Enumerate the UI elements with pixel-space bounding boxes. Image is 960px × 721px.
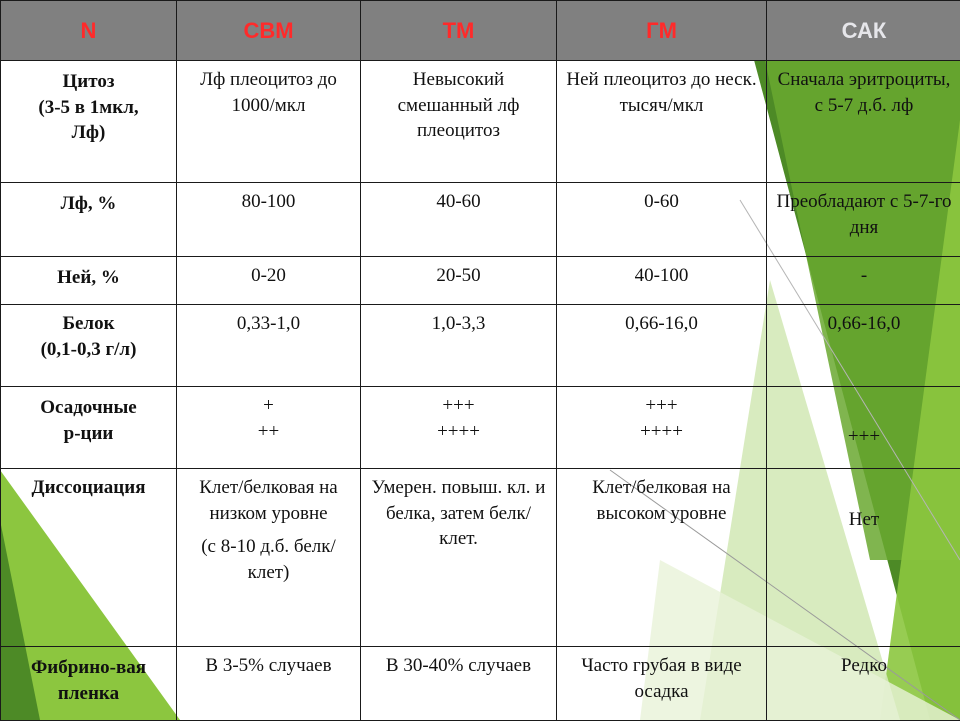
table-row-sediment (1, 387, 960, 469)
table-cell: 80-100 (177, 183, 361, 257)
row-label-lymph: Лф, % (1, 183, 177, 257)
table-cell: 0,66-16,0 (767, 305, 960, 387)
table-cell: +++ (767, 387, 960, 469)
table-cell: +++ ++++ (361, 387, 557, 469)
table-cell: В 30-40% случаев (361, 647, 557, 721)
table-cell: Преобладают с 5-7-го дня (767, 183, 960, 257)
table-cell: Невысокий смешанный лф плеоцитоз (361, 61, 557, 183)
row-label-neut: Ней, % (1, 257, 177, 305)
table-cell: Клет/белковая на высоком уровне (557, 469, 767, 647)
table-cell: Ней плеоцитоз до неск. тысяч/мкл (557, 61, 767, 183)
table-cell: + ++ (177, 387, 361, 469)
table-cell: 0-20 (177, 257, 361, 305)
table-cell: Умерен. повыш. кл. и белка, затем белк/клет. (361, 469, 557, 647)
row-label-protein: Белок (0,1-0,3 г/л) (1, 305, 177, 387)
row-label-dissociation: Диссоциация (1, 469, 177, 647)
header-gm: ГМ (557, 1, 767, 61)
row-label-cytosis: Цитоз (3-5 в 1мкл, Лф) (1, 61, 177, 183)
table-cell: 40-100 (557, 257, 767, 305)
table-cell: Редко (767, 647, 960, 721)
table-cell: Лф плеоцитоз до 1000/мкл (177, 61, 361, 183)
table-row-protein (1, 305, 960, 387)
table-cell: Нет (767, 469, 960, 647)
table-cell: 0,66-16,0 (557, 305, 767, 387)
table-row-neut (1, 257, 960, 305)
table-cell: 20-50 (361, 257, 557, 305)
header-sak: САК (767, 1, 960, 61)
table-row-fibrin (1, 647, 960, 721)
table-cell: В 3-5% случаев (177, 647, 361, 721)
table-row-lymph (1, 183, 960, 257)
header-row (1, 1, 960, 61)
header-svm: СВМ (177, 1, 361, 61)
table-cell: 1,0-3,3 (361, 305, 557, 387)
table-cell: Клет/белковая на низком уровне (с 8-10 д.б. белк/клет) (177, 469, 361, 647)
row-label-fibrin: Фибрино-вая пленка (1, 647, 177, 721)
table-cell: 0-60 (557, 183, 767, 257)
table-cell: Часто грубая в виде осадка (557, 647, 767, 721)
row-label-sediment: Осадочные р-ции (1, 387, 177, 469)
table-cell: 0,33-1,0 (177, 305, 361, 387)
header-tm: ТМ (361, 1, 557, 61)
table-row-cytosis (1, 61, 960, 183)
header-n: N (1, 1, 177, 61)
table-cell: Сначала эритроциты, с 5-7 д.б. лф (767, 61, 960, 183)
table-cell: 40-60 (361, 183, 557, 257)
table-row-dissociation (1, 469, 960, 647)
table-cell: - (767, 257, 960, 305)
table-cell: +++ ++++ (557, 387, 767, 469)
